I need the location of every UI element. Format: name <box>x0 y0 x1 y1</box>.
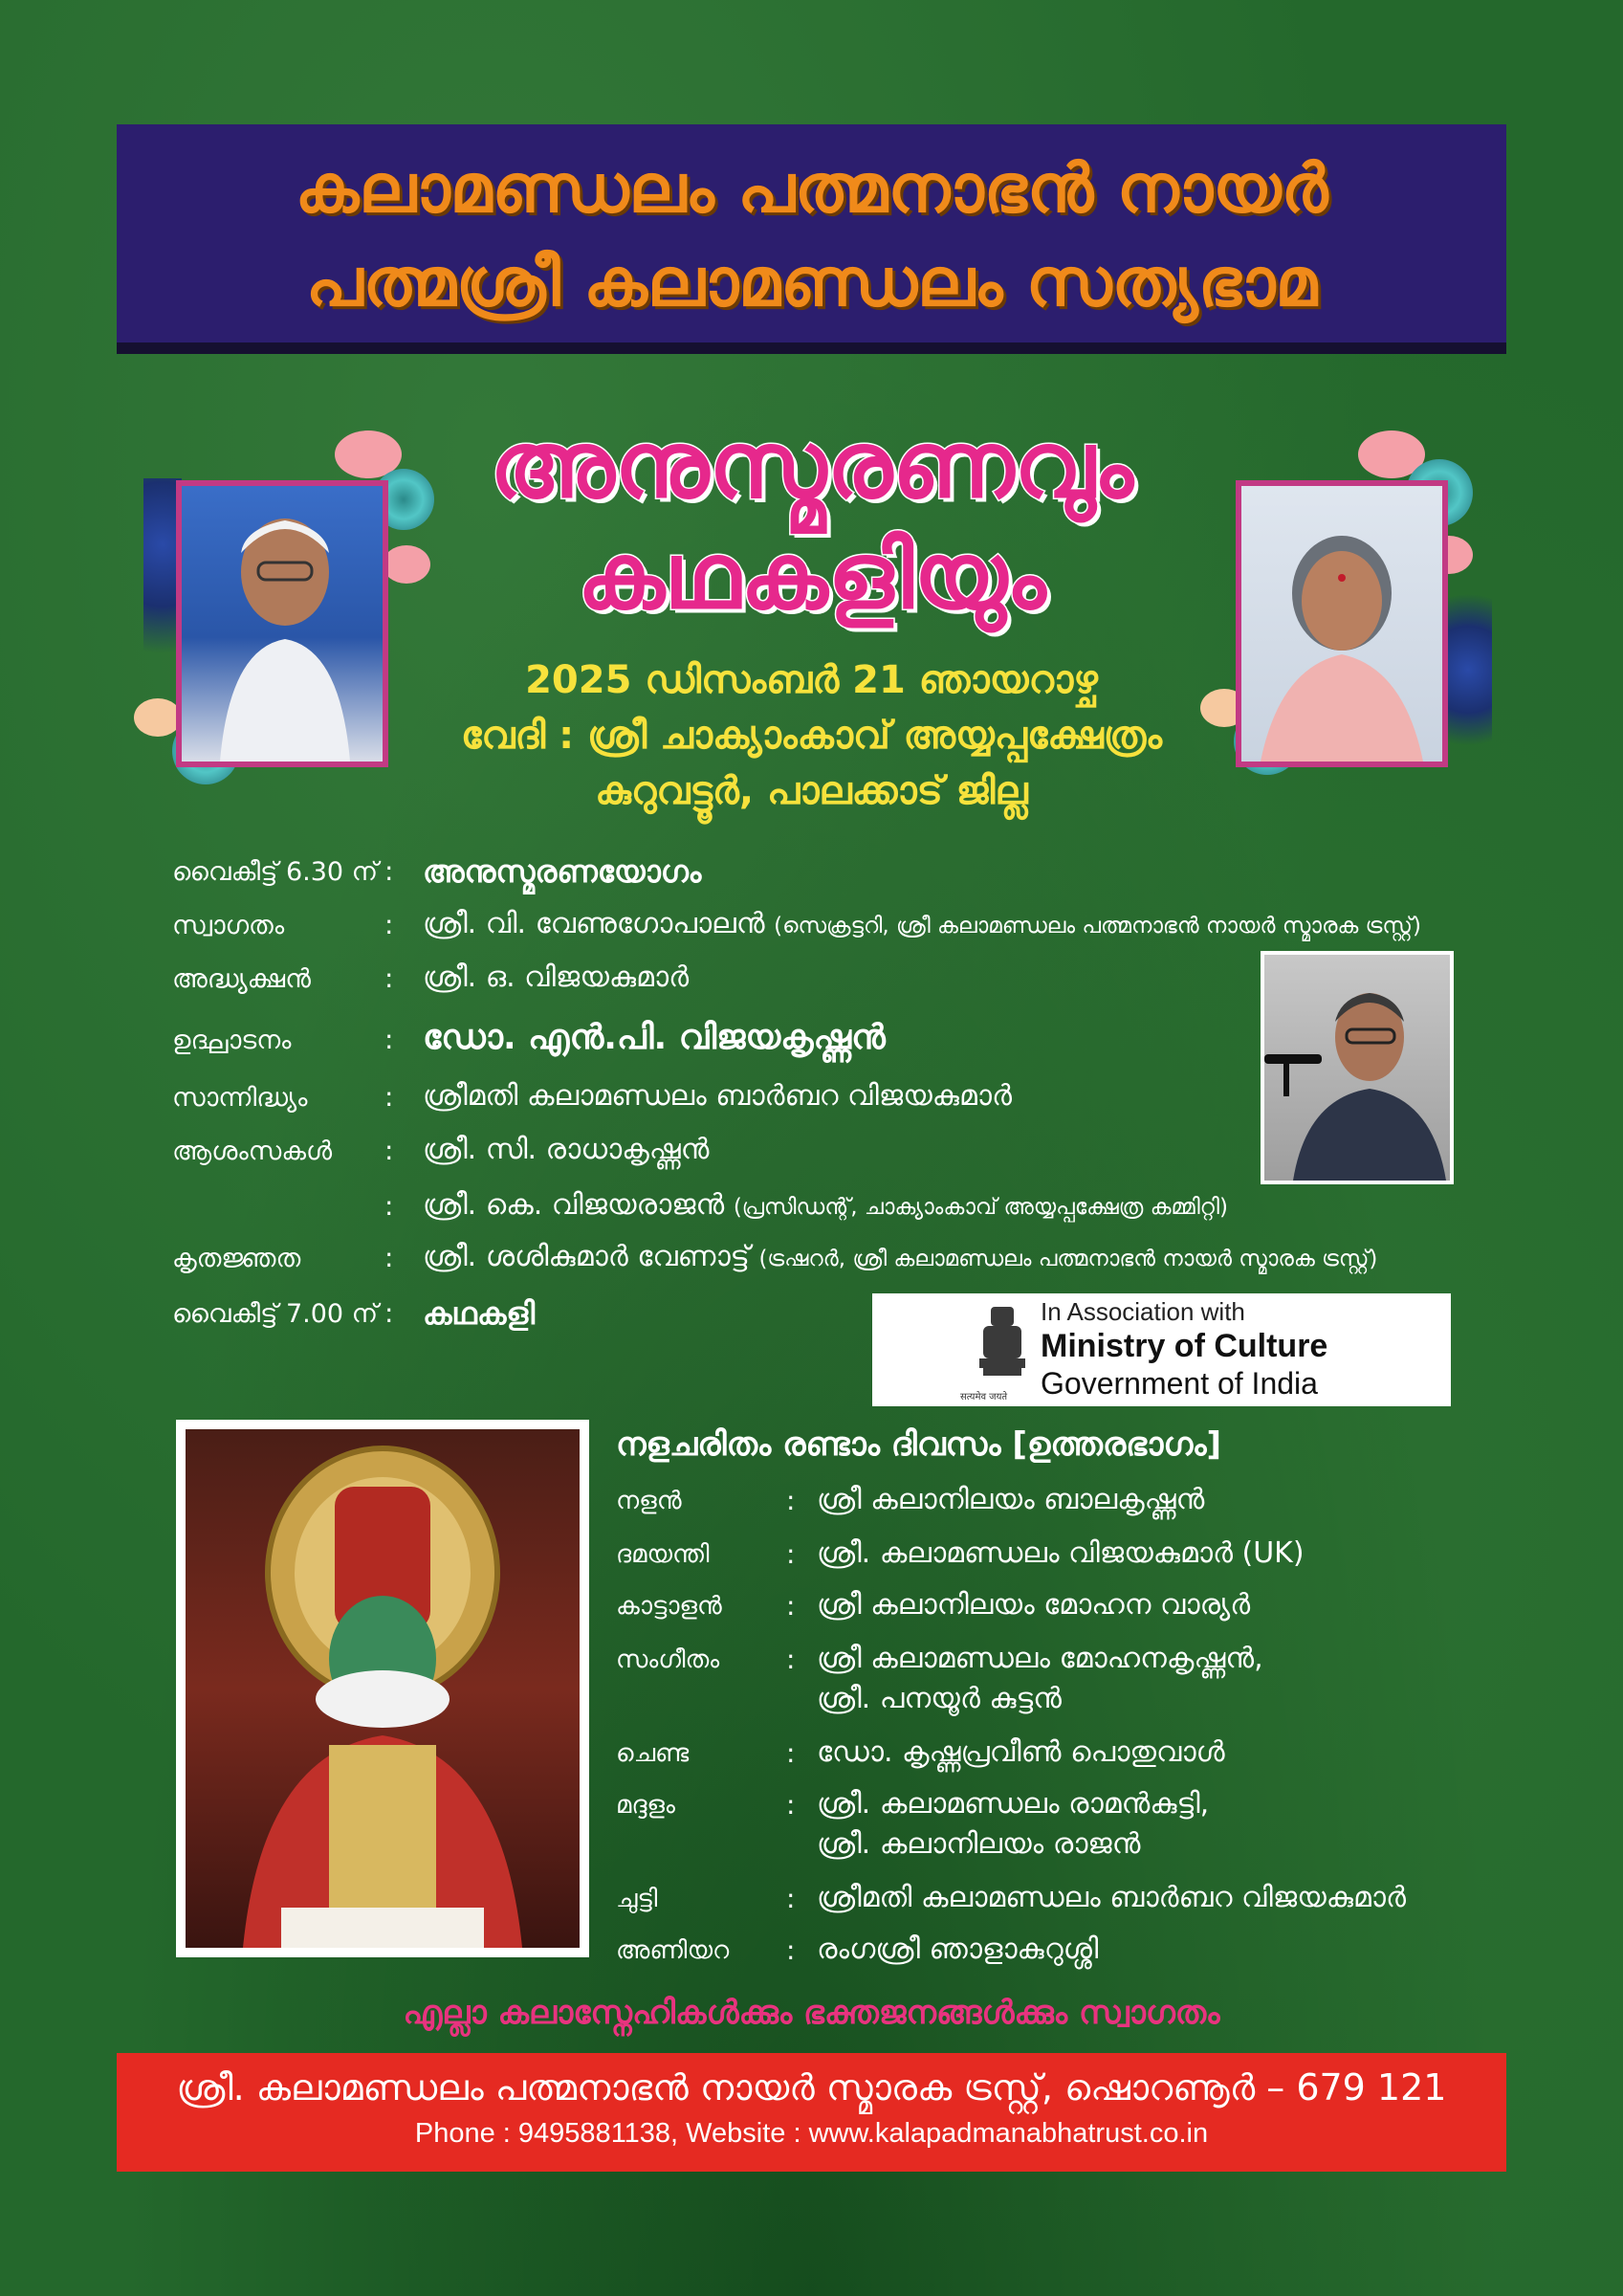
cast-role: കാട്ടാളൻ <box>616 1592 722 1621</box>
cast-colon: : <box>786 1590 796 1622</box>
cast-colon: : <box>786 1934 796 1966</box>
program-row <box>172 1293 842 1341</box>
cast-role: ചെണ്ട <box>616 1739 690 1768</box>
kathakali-photo <box>176 1420 589 1957</box>
program-value: ശ്രീമതി കലാമണ്ഡലം ബാർബറ വിജയകുമാർ <box>423 1079 1012 1113</box>
kathakali-performer-illustration <box>186 1429 580 1948</box>
cast-colon: : <box>786 1883 796 1914</box>
program-person: ശ്രീ. ശശികുമാർ വേണാട്ട് <box>423 1240 750 1273</box>
program-label: അദ്ധ്യക്ഷൻ <box>172 964 311 994</box>
woman-portrait-illustration <box>1241 486 1442 762</box>
program-value <box>423 1240 1377 1273</box>
program-value: അനുസ്മരണയോഗം <box>423 853 702 890</box>
welcome-message: എല്ലാ കലാസ്നേഹികൾക്കും ഭക്തജനങ്ങൾക്കും സ്വാഗതം <box>403 1994 1220 2032</box>
cast-colon: : <box>786 1538 796 1570</box>
cast-row <box>616 1640 1477 1726</box>
cast-artist: രംഗശ്രീ ഞാളാകുറുശ്ശി <box>817 1932 1099 1966</box>
cast-row <box>616 1586 1477 1634</box>
cast-artist: ശ്രീ കലാമണ്ഡലം മോഹനകൃഷ്ണൻ, <box>817 1642 1263 1675</box>
cast-role: മദ്ദളം <box>616 1791 675 1820</box>
program-label: സ്വാഗതം <box>172 911 285 940</box>
event-venue: വേദി : ശ്രീ ചാക്യാംകാവ് അയ്യപ്പക്ഷേത്രം <box>460 714 1163 758</box>
program-note: (പ്രസിഡന്റ്, ചാക്യാംകാവ് അയ്യപ്പക്ഷേത്ര കമ്മിറ്റി) <box>733 1195 1228 1220</box>
program-label: വൈകീട്ട് 6.30 ന് <box>172 857 379 887</box>
program-row <box>172 1186 1463 1234</box>
program-row <box>172 905 1463 953</box>
event-place: കുറുവട്ടൂർ, പാലക്കാട് ജില്ല <box>595 769 1028 813</box>
cast-row <box>616 1481 1477 1529</box>
national-emblem-icon <box>974 1301 1031 1393</box>
program-value: ഡോ. എൻ.പി. വിജയകൃഷ്ണൻ <box>423 1018 886 1057</box>
cast-artist: ശ്രീമതി കലാമണ്ഡലം ബാർബറ വിജയകുമാർ <box>817 1881 1406 1914</box>
cast-list <box>616 1481 1477 1978</box>
program-colon: : <box>384 1242 394 1273</box>
program-colon: : <box>384 1297 394 1329</box>
footer-trust-address: ശ്രീ. കലാമണ്ഡലം പത്മനാഭൻ നായർ സ്മാരക ട്രസ്റ്റ്, ഷൊറണൂർ – 679 121 <box>176 2066 1447 2108</box>
program-colon: : <box>384 1190 394 1222</box>
program-note: (ട്രഷറർ, ശ്രീ കലാമണ്ഡലം പത്മനാഭൻ നായർ സ്മാരക ട്രസ്റ്റ്) <box>758 1247 1378 1271</box>
portrait-kalamandalam-padmanabhan-nair <box>176 480 388 767</box>
speaker-illustration <box>1264 955 1450 1181</box>
speaker-photo <box>1261 951 1454 1184</box>
cast-colon: : <box>786 1737 796 1769</box>
program-colon: : <box>384 1024 394 1055</box>
program-row <box>172 851 1463 899</box>
program-label: സാന്നിദ്ധ്യം <box>172 1083 308 1113</box>
play-title: നളചരിതം രണ്ടാം ദിവസം [ഉത്തരഭാഗം] <box>616 1425 1222 1464</box>
heading-line-2: കഥകളിയും <box>577 522 1046 629</box>
cast-artist: ശ്രീ കലാനിലയം മോഹന വാര്യർ <box>817 1588 1251 1622</box>
cast-role: നളൻ <box>616 1487 682 1515</box>
program-colon: : <box>384 1135 394 1166</box>
heading-line-1: അനുസ്മരണവും <box>490 411 1133 519</box>
cast-role: ചുട്ടി <box>616 1885 658 1913</box>
program-value: കഥകളി <box>423 1295 536 1332</box>
program-colon: : <box>384 962 394 994</box>
portrait-kalamandalam-sathyabhama <box>1236 480 1448 767</box>
cast-colon: : <box>786 1644 796 1675</box>
cast-artist: ശ്രീ കലാനിലയം ബാലകൃഷ്ണൻ <box>817 1483 1205 1516</box>
leaf-cluster <box>1444 564 1492 775</box>
cast-colon: : <box>786 1789 796 1821</box>
cast-artist: ശ്രീ. കലാമണ്ഡലം വിജയകുമാർ (UK) <box>817 1536 1305 1570</box>
program-label: ആശംസകൾ <box>172 1137 333 1166</box>
association-line-2: Ministry of Culture <box>1041 1328 1328 1364</box>
cast-row <box>616 1534 1477 1582</box>
program-colon: : <box>384 1081 394 1113</box>
program-label: കൃതജ്ഞത <box>172 1244 301 1273</box>
association-line-3: Government of India <box>1041 1366 1318 1401</box>
cast-row <box>616 1733 1477 1781</box>
flower-icon <box>134 698 182 737</box>
ministry-association-box <box>872 1293 1451 1406</box>
banner-line-1: കലാമണ്ഡലം പത്മനാഭൻ നായർ <box>295 149 1328 228</box>
program-row <box>172 1238 1463 1286</box>
program-person: ശ്രീ. വി. വേണുഗോപാലൻ <box>423 907 765 940</box>
cast-row <box>616 1931 1477 1978</box>
emblem-caption: सत्यमेव जयते <box>960 1392 1008 1402</box>
cast-role: സംഗീതം <box>616 1645 720 1674</box>
cast-colon: : <box>786 1485 796 1516</box>
footer-contact: Phone : 9495881138, Website : www.kalapadmanabhatrust.co.in <box>414 2118 1209 2149</box>
man-portrait-illustration <box>182 486 383 762</box>
cast-role: അണിയറ <box>616 1936 730 1965</box>
cast-row <box>616 1785 1477 1871</box>
cast-artist: ഡോ. കൃഷ്ണപ്രവീൺ പൊതുവാൾ <box>817 1735 1225 1769</box>
program-value <box>423 907 1421 940</box>
cast-row <box>616 1879 1477 1927</box>
program-value: ശ്രീ. ഒ. വിജയകുമാർ <box>423 960 690 994</box>
program-colon: : <box>384 855 394 887</box>
program-value: ശ്രീ. സി. രാധാകൃഷ്ണൻ <box>423 1133 710 1166</box>
cast-artist-2: ശ്രീ. കലാനിലയം രാജൻ <box>817 1827 1141 1861</box>
program-note: (സെക്രട്ടറി, ശ്രീ കലാമണ്ഡലം പത്മനാഭൻ നായർ സ്മാരക ട്രസ്റ്റ്) <box>774 914 1421 938</box>
cast-artist-2: ശ്രീ. പനയൂർ കുട്ടൻ <box>817 1682 1062 1715</box>
event-date: 2025 ഡിസംബർ 21 ഞായറാഴ്ച <box>525 658 1098 702</box>
program-value <box>423 1188 1228 1222</box>
cast-role: ദമയന്തി <box>616 1540 710 1569</box>
program-colon: : <box>384 909 394 940</box>
top-banner <box>117 124 1506 354</box>
program-label: ഉദ്ഘാടനം <box>172 1026 292 1055</box>
cast-artist: ശ്രീ. കലാമണ്ഡലം രാമൻകുട്ടി, <box>817 1787 1210 1821</box>
program-person: ശ്രീ. കെ. വിജയരാജൻ <box>423 1188 725 1222</box>
banner-line-2: പത്മശ്രീ കലാമണ്ഡലം സത്യഭാമ <box>305 243 1318 321</box>
association-line-1: In Association with <box>1041 1297 1245 1326</box>
footer-banner <box>117 2053 1506 2172</box>
program-label: വൈകീട്ട് 7.00 ന് <box>172 1299 379 1329</box>
